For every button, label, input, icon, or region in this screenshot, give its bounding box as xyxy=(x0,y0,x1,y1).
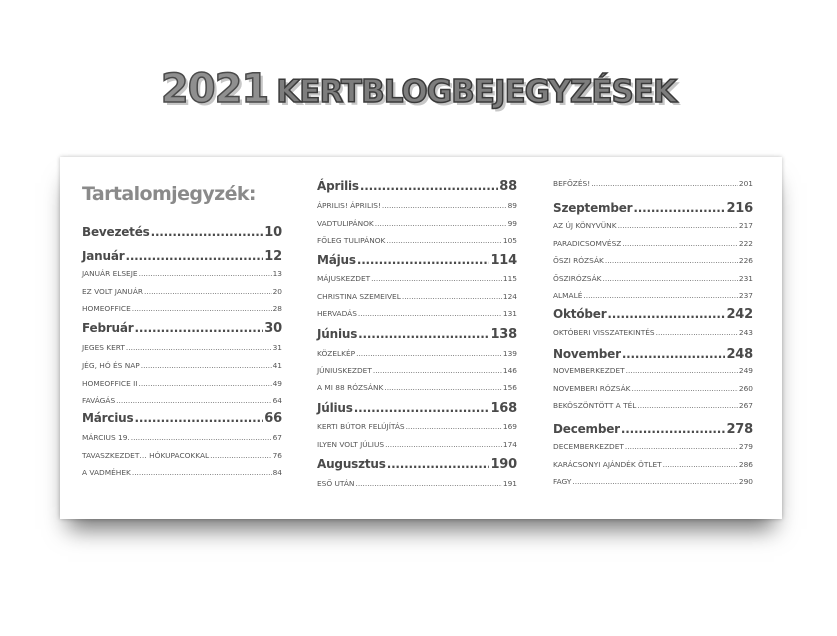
page-number: 10 xyxy=(264,225,282,240)
toc-month-row xyxy=(82,411,282,426)
toc-entry-row xyxy=(553,239,753,248)
toc-entry-row xyxy=(317,422,517,431)
page-number: 30 xyxy=(264,321,282,336)
page-number: 169 xyxy=(502,422,517,431)
page-number: 31 xyxy=(272,343,282,352)
page-number: 88 xyxy=(499,179,517,194)
dot-leader xyxy=(141,361,272,370)
page-number: 222 xyxy=(738,239,753,248)
page-number: 278 xyxy=(726,422,753,437)
page-number: 41 xyxy=(272,361,282,370)
page-number: 146 xyxy=(502,366,517,375)
entry-label: NOVEMBERI RÓZSÁK xyxy=(553,384,631,393)
entry-label: NOVEMBERKEZDET xyxy=(553,366,625,375)
page-number: 138 xyxy=(490,327,517,342)
page-number: 20 xyxy=(272,287,282,296)
toc-entry-row xyxy=(553,256,753,265)
entry-label: KERTI BÚTOR FELÚJÍTÁS xyxy=(317,422,405,431)
dot-leader xyxy=(572,477,738,486)
dot-leader xyxy=(607,307,725,321)
page-number: 12 xyxy=(264,249,282,264)
toc-entry-row xyxy=(317,274,517,283)
toc-entry-row xyxy=(317,479,517,488)
month-label: Január xyxy=(82,249,125,263)
entry-label: DECEMBERKEZDET xyxy=(553,442,624,451)
dot-leader xyxy=(373,366,502,375)
toc-month-row xyxy=(317,401,517,416)
month-label: Bevezetés xyxy=(82,225,150,239)
entry-label: JÉG, HÓ ÉS NAP xyxy=(82,361,140,370)
dot-leader xyxy=(591,179,738,188)
entry-label: ILYEN VOLT JÚLIUS xyxy=(317,440,385,449)
dot-leader xyxy=(406,422,502,431)
toc-entry-row xyxy=(553,460,753,469)
toc-entry-row xyxy=(553,384,753,393)
entry-label: ŐSZI RÓZSÁK xyxy=(553,256,604,265)
dot-leader xyxy=(358,327,489,341)
dot-leader xyxy=(355,479,501,488)
page-number: 67 xyxy=(272,433,282,442)
entry-label: CHRISTINA SZEMEIVEL xyxy=(317,292,401,301)
dot-leader xyxy=(385,440,502,449)
page-number: 66 xyxy=(264,411,282,426)
dot-leader xyxy=(622,347,726,361)
toc-entry-row xyxy=(553,179,753,188)
toc-month-row xyxy=(317,253,517,268)
page-number: 168 xyxy=(490,401,517,416)
toc-entry-row xyxy=(317,349,517,358)
page-number: 84 xyxy=(272,468,282,477)
toc-entry-row xyxy=(317,440,517,449)
dot-leader xyxy=(126,343,272,352)
dot-leader xyxy=(603,274,738,283)
page-number: 226 xyxy=(738,256,753,265)
dot-leader xyxy=(139,269,272,278)
dot-leader xyxy=(631,384,737,393)
page-number: 267 xyxy=(738,401,753,410)
month-label: Június xyxy=(317,327,358,341)
page-number: 243 xyxy=(738,328,753,337)
entry-label: ÁPRILIS! ÁPRILIS! xyxy=(317,201,381,210)
toc-month-row xyxy=(317,179,517,194)
toc-month-row xyxy=(82,321,282,336)
dot-leader xyxy=(132,304,272,313)
entry-label: FAVÁGÁS xyxy=(82,396,116,405)
dot-leader xyxy=(131,433,272,442)
month-label: Július xyxy=(317,401,353,415)
toc-entry-row xyxy=(317,219,517,228)
page-number: 201 xyxy=(738,179,753,188)
toc-month-row xyxy=(82,225,282,240)
dot-leader xyxy=(371,274,502,283)
month-label: Október xyxy=(553,307,607,321)
dot-leader xyxy=(656,328,738,337)
entry-label: BEKÖSZÖNTÖTT A TÉL xyxy=(553,401,637,410)
entry-label: KARÁCSONYI AJÁNDÉK ÖTLET xyxy=(553,460,662,469)
page-number: 156 xyxy=(502,383,517,392)
toc-entry-row xyxy=(82,361,282,370)
toc-entry-row xyxy=(82,379,282,388)
dot-leader xyxy=(357,253,490,267)
dot-leader xyxy=(382,201,507,210)
entry-label: BEFŐZÉS! xyxy=(553,179,591,188)
dot-leader xyxy=(138,379,271,388)
dot-leader xyxy=(387,457,490,471)
toc-month-row xyxy=(82,249,282,264)
page-number: 114 xyxy=(490,253,517,268)
dot-leader xyxy=(134,411,263,425)
banner-title xyxy=(0,66,837,112)
dot-leader xyxy=(116,396,271,405)
dot-leader xyxy=(125,249,263,263)
page-number: 13 xyxy=(272,269,282,278)
page-number: 216 xyxy=(726,201,753,216)
page-number: 89 xyxy=(507,201,517,210)
toc-entry-row xyxy=(553,366,753,375)
toc-entry-row xyxy=(82,396,282,405)
toc-month-row xyxy=(317,327,517,342)
page-number: 28 xyxy=(272,304,282,313)
page-number: 248 xyxy=(726,347,753,362)
page-number: 64 xyxy=(272,396,282,405)
toc-page xyxy=(60,157,782,519)
month-label: December xyxy=(553,422,620,436)
toc-entry-row xyxy=(317,292,517,301)
dot-leader xyxy=(637,401,738,410)
month-label: November xyxy=(553,347,621,361)
month-label: Március xyxy=(82,411,134,425)
page-number: 260 xyxy=(738,384,753,393)
toc-entry-row xyxy=(82,451,282,460)
page-number: 139 xyxy=(502,349,517,358)
month-label: Május xyxy=(317,253,356,267)
entry-label: MÁRCIUS 19. xyxy=(82,433,130,442)
month-label: Április xyxy=(317,179,359,193)
entry-label: ALMALÉ xyxy=(553,291,583,300)
entry-label: AZ ÚJ KÖNYVÜNK xyxy=(553,221,617,230)
toc-entry-row xyxy=(553,477,753,486)
entry-label: ŐSZIRÓZSÁK xyxy=(553,274,602,283)
dot-leader xyxy=(626,366,738,375)
dot-leader xyxy=(402,292,502,301)
page-number: 76 xyxy=(272,451,282,460)
page-number: 217 xyxy=(738,221,753,230)
dot-leader xyxy=(633,201,725,215)
banner-year: 2021 xyxy=(160,66,269,112)
toc-entry-row xyxy=(82,269,282,278)
entry-label: MÁJUSKEZDET xyxy=(317,274,371,283)
page-number: 105 xyxy=(502,236,517,245)
month-label: Augusztus xyxy=(317,457,386,471)
toc-entry-row xyxy=(317,383,517,392)
page-number: 286 xyxy=(738,460,753,469)
entry-label: JEGES KERT xyxy=(82,343,125,352)
dot-leader xyxy=(151,225,264,239)
toc-entry-row xyxy=(82,304,282,313)
entry-label: KÖZELKÉP xyxy=(317,349,356,358)
toc-entry-row xyxy=(317,309,517,318)
entry-label: HERVADÁS xyxy=(317,309,357,318)
entry-label: OKTÓBERI VISSZATEKINTÉS xyxy=(553,328,655,337)
page-number: 242 xyxy=(726,307,753,322)
dot-leader xyxy=(375,219,507,228)
page-number: 249 xyxy=(738,366,753,375)
dot-leader xyxy=(135,321,264,335)
page-number: 190 xyxy=(490,457,517,472)
page-number: 99 xyxy=(507,219,517,228)
page-number: 279 xyxy=(738,442,753,451)
page-number: 290 xyxy=(738,477,753,486)
toc-entry-row xyxy=(82,433,282,442)
dot-leader xyxy=(583,291,737,300)
dot-leader xyxy=(356,349,502,358)
month-label: Szeptember xyxy=(553,201,633,215)
page-number: 124 xyxy=(502,292,517,301)
dot-leader xyxy=(144,287,272,296)
entry-label: FŐLEG TULIPÁNOK xyxy=(317,236,386,245)
dot-leader xyxy=(384,383,502,392)
entry-label: A VADMÉHEK xyxy=(82,468,131,477)
page-number: 237 xyxy=(738,291,753,300)
entry-label: EZ VOLT JANUÁR xyxy=(82,287,144,296)
page-number: 231 xyxy=(738,274,753,283)
entry-label: PARADICSOMVÉSZ xyxy=(553,239,622,248)
dot-leader xyxy=(622,239,738,248)
dot-leader xyxy=(354,401,490,415)
entry-label: FAGY xyxy=(553,477,572,486)
dot-leader xyxy=(360,179,498,193)
dot-leader xyxy=(386,236,502,245)
toc-month-row xyxy=(553,422,753,437)
entry-label: A MI 88 RÓZSÁNK xyxy=(317,383,384,392)
toc-entry-row xyxy=(317,201,517,210)
month-label: Február xyxy=(82,321,134,335)
toc-entry-row xyxy=(82,343,282,352)
page-number: 49 xyxy=(272,379,282,388)
entry-label: TAVASZKEZDET… HÓKUPACOKKAL xyxy=(82,451,210,460)
banner-word: KERTBLOGBEJEGYZÉSEK xyxy=(276,74,677,110)
toc-month-row xyxy=(317,457,517,472)
toc-month-row xyxy=(553,347,753,362)
toc-entry-row xyxy=(553,221,753,230)
toc-entry-row xyxy=(317,236,517,245)
dot-leader xyxy=(358,309,502,318)
toc-entry-row xyxy=(317,366,517,375)
entry-label: ESŐ UTÁN xyxy=(317,479,355,488)
toc-title: Tartalomjegyzék: xyxy=(82,183,256,205)
toc-entry-row xyxy=(82,287,282,296)
entry-label: HOMEOFFICE II xyxy=(82,379,138,388)
toc-entry-row xyxy=(82,468,282,477)
dot-leader xyxy=(625,442,738,451)
dot-leader xyxy=(621,422,726,436)
page-number: 191 xyxy=(502,479,517,488)
toc-entry-row xyxy=(553,291,753,300)
toc-month-row xyxy=(553,307,753,322)
dot-leader xyxy=(663,460,738,469)
toc-entry-row xyxy=(553,442,753,451)
dot-leader xyxy=(605,256,738,265)
toc-entry-row xyxy=(553,401,753,410)
page-number: 115 xyxy=(502,274,517,283)
entry-label: JANUÁR ELSEJE xyxy=(82,269,138,278)
toc-entry-row xyxy=(553,328,753,337)
toc-entry-row xyxy=(553,274,753,283)
page-number: 174 xyxy=(502,440,517,449)
entry-label: VADTULIPÁNOK xyxy=(317,219,374,228)
dot-leader xyxy=(618,221,738,230)
entry-label: HOMEOFFICE xyxy=(82,304,131,313)
entry-label: JÚNIUSKEZDET xyxy=(317,366,372,375)
dot-leader xyxy=(210,451,271,460)
page-number: 131 xyxy=(502,309,517,318)
toc-month-row xyxy=(553,201,753,216)
dot-leader xyxy=(132,468,272,477)
